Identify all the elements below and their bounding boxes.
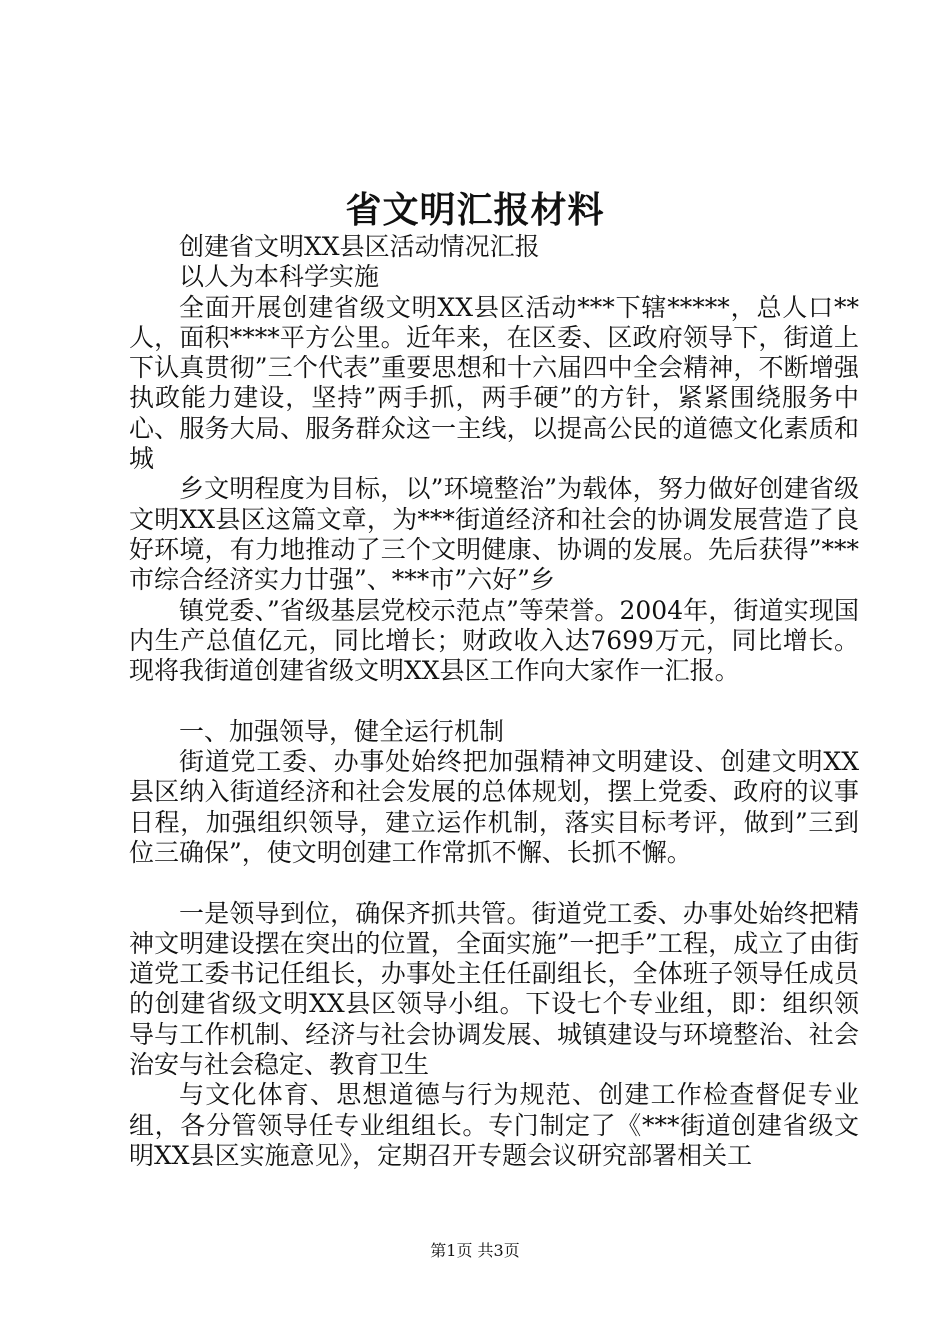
paragraph-goals: 乡文明程度为目标，以”环境整治”为载体，努力做好创建省级文明XX县区这篇文章，为***街道经济和社会的协调发展营造了良好环境，有力地推动了三个文明健康、协调的发展。先后获得”***市综合经济实力廿强”、***市”六好”乡 xyxy=(129,474,859,595)
page-title: 省文明汇报材料 xyxy=(345,189,605,231)
paragraph-spacer xyxy=(129,868,859,898)
section-heading-leadership: 一、加强领导，健全运行机制 xyxy=(179,716,505,746)
paragraph-subheading: 以人为本科学实施 xyxy=(179,262,380,292)
paragraph-leadership-in-place: 一是领导到位，确保齐抓共管。街道党工委、办事处始终把精神文明建设摆在突出的位置，全面实施”一把手”工程，成立了由街道党工委书记任组长，办事处主任任副组长，全体班子领导任成员的创建省级文明XX县区领导小组。下设七个专业组，即：组织领导与工作机制、经济与社会协调发展、城镇建设与环境整治、社会治安与社会稳定、教育卫生 xyxy=(129,898,859,1080)
paragraph-working-groups: 与文化体育、思想道德与行为规范、创建工作检查督促专业组，各分管领导任专业组组长。专门制定了《***街道创建省级文明XX县区实施意见》，定期召开专题会议研究部署相关工 xyxy=(129,1080,859,1170)
paragraph-spacer xyxy=(129,686,859,716)
document-body xyxy=(129,232,859,1171)
paragraph-honors: 镇党委、”省级基层党校示范点”等荣誉。2004年，街道实现国内生产总值亿元，同比增长；财政收入达7699万元，同比增长。现将我街道创建省级文明XX县区工作向大家作一汇报。 xyxy=(129,595,859,686)
paragraph-report-heading: 创建省文明XX县区活动情况汇报 xyxy=(179,232,540,261)
page-footer: 第1页 共3页 xyxy=(430,1241,520,1260)
paragraph-planning: 街道党工委、办事处始终把加强精神文明建设、创建文明XX县区纳入街道经济和社会发展的总体规划，摆上党委、政府的议事日程，加强组织领导，建立运作机制，落实目标考评，做到”三到位三确保”，使文明创建工作常抓不懈、长抓不懈。 xyxy=(129,747,859,867)
paragraph-overview: 全面开展创建省级文明XX县区活动***下辖*****，总人口**人，面积****平方公里。近年来，在区委、区政府领导下，街道上下认真贯彻”三个代表”重要思想和十六届四中全会精神，不断增强执政能力建设，坚持”两手抓，两手硬”的方针，紧紧围绕服务中心、服务大局、服务群众这一主线，以提高公民的道德文化素质和城 xyxy=(129,292,859,474)
